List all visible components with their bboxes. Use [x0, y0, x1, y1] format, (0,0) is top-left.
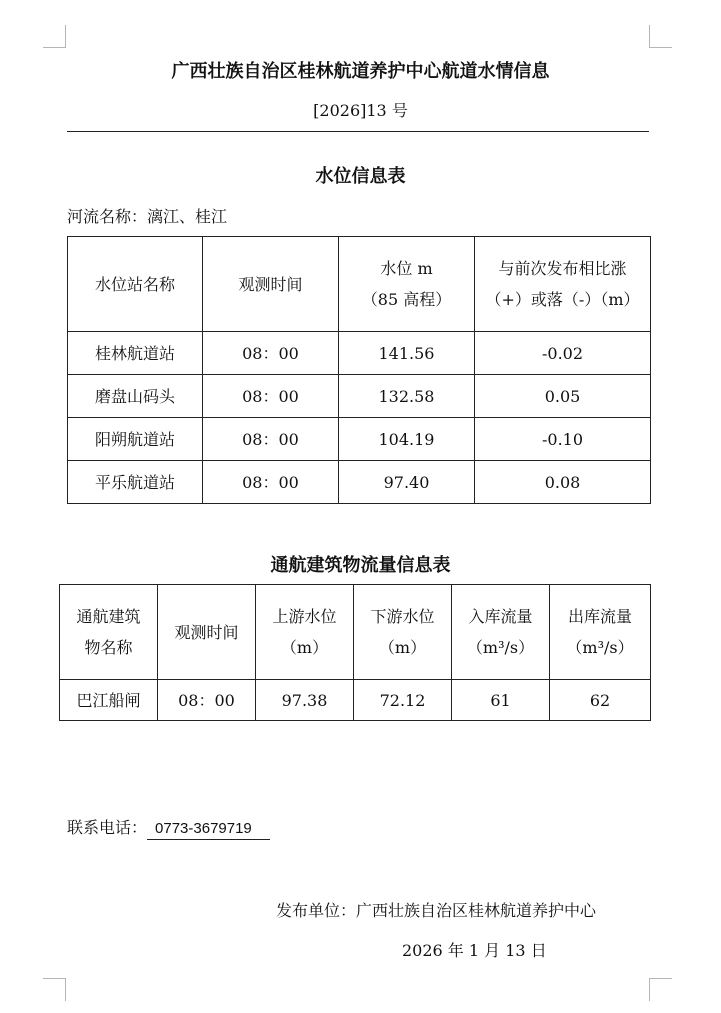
water-level-value: 104.19 — [339, 418, 475, 461]
outflow-value: 62 — [550, 680, 651, 721]
phone-number: 0773-3679719 — [147, 819, 270, 840]
header-outflow: 出库流量 （m³/s） — [550, 585, 651, 680]
water-level-value: 97.40 — [339, 461, 475, 504]
publisher: 发布单位：广西壮族自治区桂林航道养护中心 — [276, 901, 597, 920]
header-inflow: 入库流量 （m³/s） — [452, 585, 550, 680]
change-value: -0.02 — [475, 332, 651, 375]
structure-name: 巴江船闸 — [60, 680, 158, 721]
station-name: 桂林航道站 — [68, 332, 203, 375]
table-row — [68, 332, 651, 375]
change-value: 0.05 — [475, 375, 651, 418]
table-row — [60, 680, 651, 721]
header-structure-name: 通航建筑 物名称 — [60, 585, 158, 680]
station-name: 阳朔航道站 — [68, 418, 203, 461]
downstream-level-value: 72.12 — [354, 680, 452, 721]
header-station: 水位站名称 — [68, 237, 203, 332]
document-title: 广西壮族自治区桂林航道养护中心航道水情信息 — [171, 61, 550, 82]
flow-table — [59, 584, 651, 721]
contact-label: 联系电话： — [67, 818, 148, 837]
station-name: 平乐航道站 — [68, 461, 203, 504]
table-row — [68, 375, 651, 418]
flow-table-title: 通航建筑物流量信息表 — [270, 555, 451, 576]
publish-date: 2026 年 1 月 13 日 — [402, 941, 547, 960]
water-level-table — [67, 236, 651, 504]
crop-mark-bottom-right — [649, 978, 672, 1001]
table-row — [68, 418, 651, 461]
upstream-level-value: 97.38 — [256, 680, 354, 721]
water-level-table-title: 水位信息表 — [315, 166, 406, 187]
crop-mark-bottom-left — [43, 978, 66, 1001]
contact-line — [67, 815, 270, 840]
crop-mark-top-right — [649, 25, 672, 48]
water-level-value: 132.58 — [339, 375, 475, 418]
river-name-label: 河流名称：漓江、桂江 — [67, 207, 228, 226]
header-divider — [67, 131, 649, 132]
station-name: 磨盘山码头 — [68, 375, 203, 418]
observation-time: 08：00 — [158, 680, 256, 721]
header-time: 观测时间 — [158, 585, 256, 680]
header-downstream-level: 下游水位 （m） — [354, 585, 452, 680]
table-header-row — [60, 585, 651, 680]
table-header-row — [68, 237, 651, 332]
crop-mark-top-left — [43, 25, 66, 48]
header-upstream-level: 上游水位 （m） — [256, 585, 354, 680]
observation-time: 08：00 — [203, 375, 339, 418]
inflow-value: 61 — [452, 680, 550, 721]
water-level-value: 141.56 — [339, 332, 475, 375]
header-change: 与前次发布相比涨 （+）或落（-）（m） — [475, 237, 651, 332]
observation-time: 08：00 — [203, 418, 339, 461]
document-number: [2026]13 号 — [313, 101, 408, 120]
header-time: 观测时间 — [203, 237, 339, 332]
observation-time: 08：00 — [203, 332, 339, 375]
header-water-level: 水位 m （85 高程） — [339, 237, 475, 332]
observation-time: 08：00 — [203, 461, 339, 504]
table-row — [68, 461, 651, 504]
change-value: 0.08 — [475, 461, 651, 504]
change-value: -0.10 — [475, 418, 651, 461]
